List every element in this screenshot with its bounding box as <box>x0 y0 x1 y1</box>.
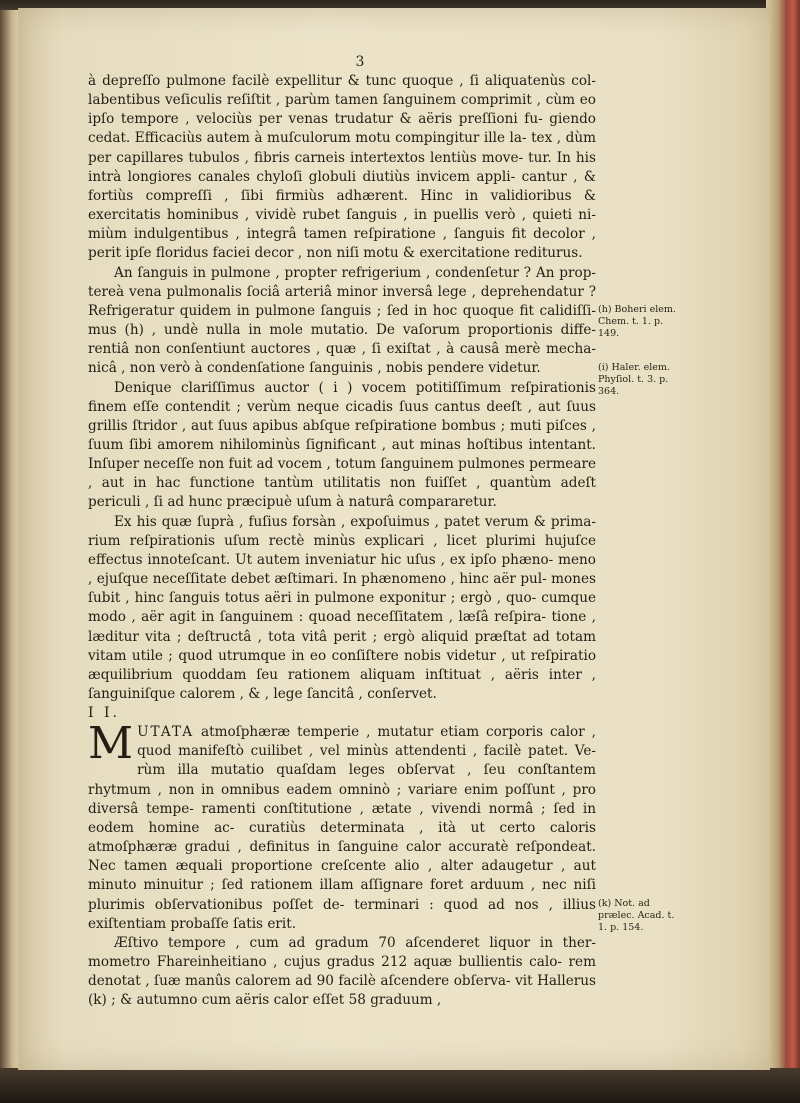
page-number: 3 <box>355 54 365 70</box>
margin-note: (h) Boheri elem. Chem. t. 1. p. 149. <box>598 304 676 339</box>
section-heading: I I. <box>88 705 120 722</box>
drop-cap: M <box>88 718 134 770</box>
paragraph: Denique clariſſimus auctor ( i ) vocem potitiſſimum reſpirationis finem eſſe contendit ; verùm neque cicadis ſuus cantus deeſt , aut ſuus grillis ſtridor , aut ſuus apibus abſque reſpiratione bombus ; muti piſces , ſuum ſibi amorem nihilominùs ſignificant , aut minas hoſtibus intentant. Inſuper neceſſe non fuit ad vocem , totum ſanguinem pulmones permeare , aut in hac functione tantùm utilitatis non fuiſſet , quantùm adeſt periculi , ſi ad hunc præcipuè uſum à naturâ compararetur. <box>88 379 596 511</box>
book-page-edges <box>766 0 800 1080</box>
main-text <box>88 72 596 1011</box>
margin-note: (i) Haler. elem. Phyſiol. t. 3. p. 364. <box>598 362 670 397</box>
paragraph-text: atmoſphæræ temperie , mutatur etiam corporis calor , quod manifeſtò cuilibet , vel minùs attendenti , facilè patet. Ve- rùm illa mutatio quaſdam leges obſervat , ſeu conſtantem rhytmum , non in omnibus eadem omninò ; variare enim poſſunt , pro diversâ tempe- ramenti conſtitutione , ætate , vivendi normâ ; ſed in eodem homine ac- curatiùs determinata , ità ut certo caloris atmoſphæræ gradui , definitus in ſanguine calor accuratè reſpondeat. Nec tamen æquali proportione creſcente alio , alter adaugetur , aut minuto minuitur ; ſed rationem illam aſſignare foret arduum , nec niſi plurimis obſervationibus poſſet de- terminari : quod ad nos , illius exiſtentiam probaſſe ſatis erit. <box>88 724 596 932</box>
paragraph: Æſtivo tempore , cum ad gradum 70 aſcenderet liquor in ther- mometro Fhareinheitiano , cujus gradus 212 aquæ bullientis calo- rem denotat , ſuæ manûs calorem ad 90 facilè aſcendere obſerva- vit Hallerus (k) ; & autumno cum aëris calor eſſet 58 graduum , <box>88 934 596 1009</box>
lead-word: UTATA <box>137 724 195 741</box>
paragraph <box>88 718 596 934</box>
book-page <box>18 8 770 1070</box>
book-gutter <box>0 10 20 1080</box>
book-bottom-edge <box>0 1068 800 1103</box>
margin-note: (k) Not. ad prælec. Acad. t. 1. p. 154. <box>598 898 675 933</box>
paragraph: An ſanguis in pulmone , propter refrigerium , condenſetur ? An prop- tereà vena pulmonalis ſociâ arteriâ minor inversâ lege , deprehendatur ? Refrigeratur quidem in pulmone ſanguis ; ſed in hoc quoque fit calidiſſi- mus (h) , undè nulla in mole mutatio. De vaſorum proportionis diffe- rentiâ non conſentiunt auctores , quæ , ſi exiſtat , à causâ merè mecha- nicâ , non verò à condenſatione ſanguinis , nobis pendere videtur. <box>88 264 596 377</box>
paragraph: Ex his quæ ſuprà , fuſius forsàn , expoſuimus , patet verum & prima- rium reſpirationis uſum rectè minùs explicari , licet plurimi hujuſce effectus innoteſcant. Ut autem inveniatur hic uſus , ex ipſo phæno- meno , ejuſque neceſſitate debet æſtimari. In phænomeno , hinc aër pul- mones ſubit , hinc ſanguis totus aëri in pulmone exponitur ; ergò , quo- cumque modo , aër agit in ſanguinem : quoad neceſſitatem , læſâ reſpira- tione , læditur vita ; deſtructâ , tota vitâ perit ; ergò aliquid præſtat ad totam vitam utile ; quod utrumque in eo conſiſtere nobis videtur , ut reſpiratio æquilibrium quoddam ſeu rationem aliquam inſtituat , aëris inter , ſanguiniſque calorem , & , lege ſancitâ , conſervet. <box>88 513 596 702</box>
paragraph: à depreſſo pulmone facilè expellitur & tunc quoque , ſi aliquatenùs col- labentibus veſiculis reſiſtit , parùm tamen ſanguinem comprimit , cùm eo ipſo tempore , velociùs per venas trudatur & aëris preſſioni fu- giendo cedat. Efficaciùs autem à muſculorum motu compingitur ille la- tex , dùm per capillares tubulos , fibris carneis intertextos lentiùs move- tur. In his intrà longiores canales chyloſi globuli diutiùs invicem appli- cantur , & fortiùs compreſſi , ſibi firmiùs adhærent. Hinc in validioribus & exercitatis hominibus , vividè rubet ſanguis , in puellis verò , quieti ni- miùm indulgentibus , integrâ tamen reſpiratione , ſanguis fit decolor , perit ipſe floridus faciei decor , non niſi motu & exercitatione rediturus. <box>88 73 596 262</box>
